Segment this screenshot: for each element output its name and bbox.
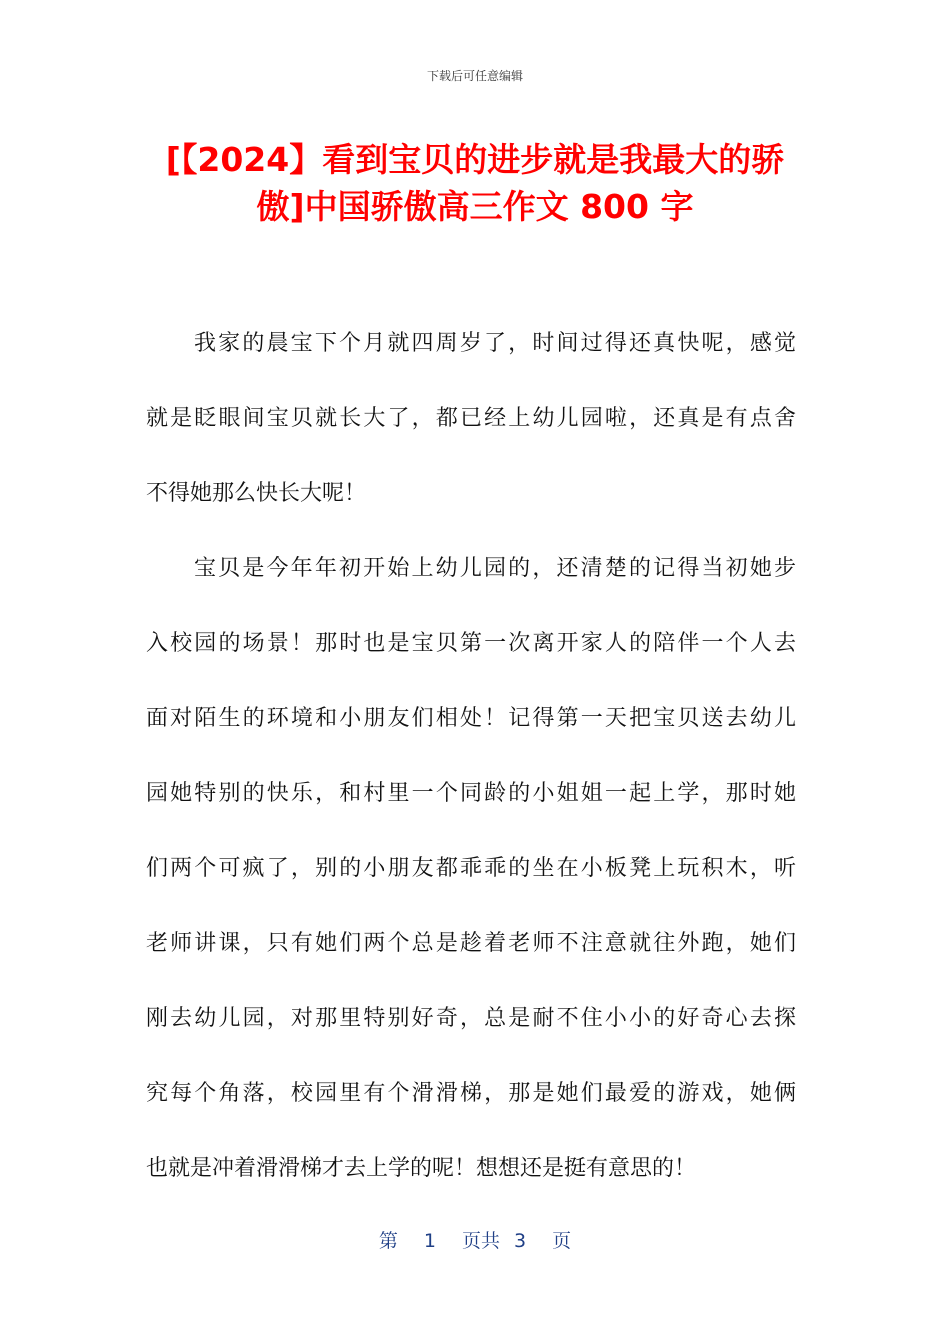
page-number-footer bbox=[0, 1226, 950, 1253]
paragraph-line: 园她特别的快乐，和村里一个同龄的小姐姐一起上学，那时她 bbox=[146, 781, 796, 806]
footer-current-page: 1 bbox=[423, 1230, 436, 1252]
footer-mid: 页共 bbox=[461, 1230, 500, 1252]
paragraph-line: 就是眨眼间宝贝就长大了，都已经上幼儿园啦，还真是有点舍 bbox=[146, 406, 796, 431]
paragraph-line: 我家的晨宝下个月就四周岁了，时间过得还真快呢，感觉 bbox=[194, 331, 796, 356]
footer-prefix: 第 bbox=[378, 1230, 398, 1252]
footer-total-pages: 3 bbox=[514, 1230, 527, 1252]
header-note: 下载后可任意编辑 bbox=[426, 69, 523, 83]
paragraph bbox=[146, 306, 796, 531]
paragraph-line: 宝贝是今年年初开始上幼儿园的，还清楚的记得当初她步 bbox=[194, 556, 796, 581]
title-line-1: [【2024】看到宝贝的进步就是我最大的骄 bbox=[165, 140, 785, 179]
paragraph-line: 究每个角落，校园里有个滑滑梯，那是她们最爱的游戏，她俩 bbox=[146, 1081, 796, 1106]
document-title bbox=[120, 136, 830, 230]
paragraph-line: 面对陌生的环境和小朋友们相处！记得第一天把宝贝送去幼儿 bbox=[146, 706, 796, 731]
paragraph-line: 入校园的场景！那时也是宝贝第一次离开家人的陪伴一个人去 bbox=[146, 631, 796, 656]
paragraph-line: 不得她那么快长大呢！ bbox=[146, 481, 367, 506]
paragraph bbox=[146, 531, 796, 1206]
paragraph-line: 刚去幼儿园，对那里特别好奇，总是耐不住小小的好奇心去探 bbox=[146, 1006, 796, 1031]
paragraph-line: 也就是冲着滑滑梯才去上学的呢！想想还是挺有意思的！ bbox=[146, 1156, 697, 1181]
footer-suffix: 页 bbox=[552, 1230, 572, 1252]
title-line-2: 傲]中国骄傲高三作文 800 字 bbox=[256, 187, 694, 226]
paragraph-line: 老师讲课，只有她们两个总是趁着老师不注意就往外跑，她们 bbox=[146, 931, 796, 956]
document-body bbox=[146, 306, 796, 1206]
paragraph-line: 们两个可疯了，别的小朋友都乖乖的坐在小板凳上玩积木，听 bbox=[146, 856, 796, 881]
